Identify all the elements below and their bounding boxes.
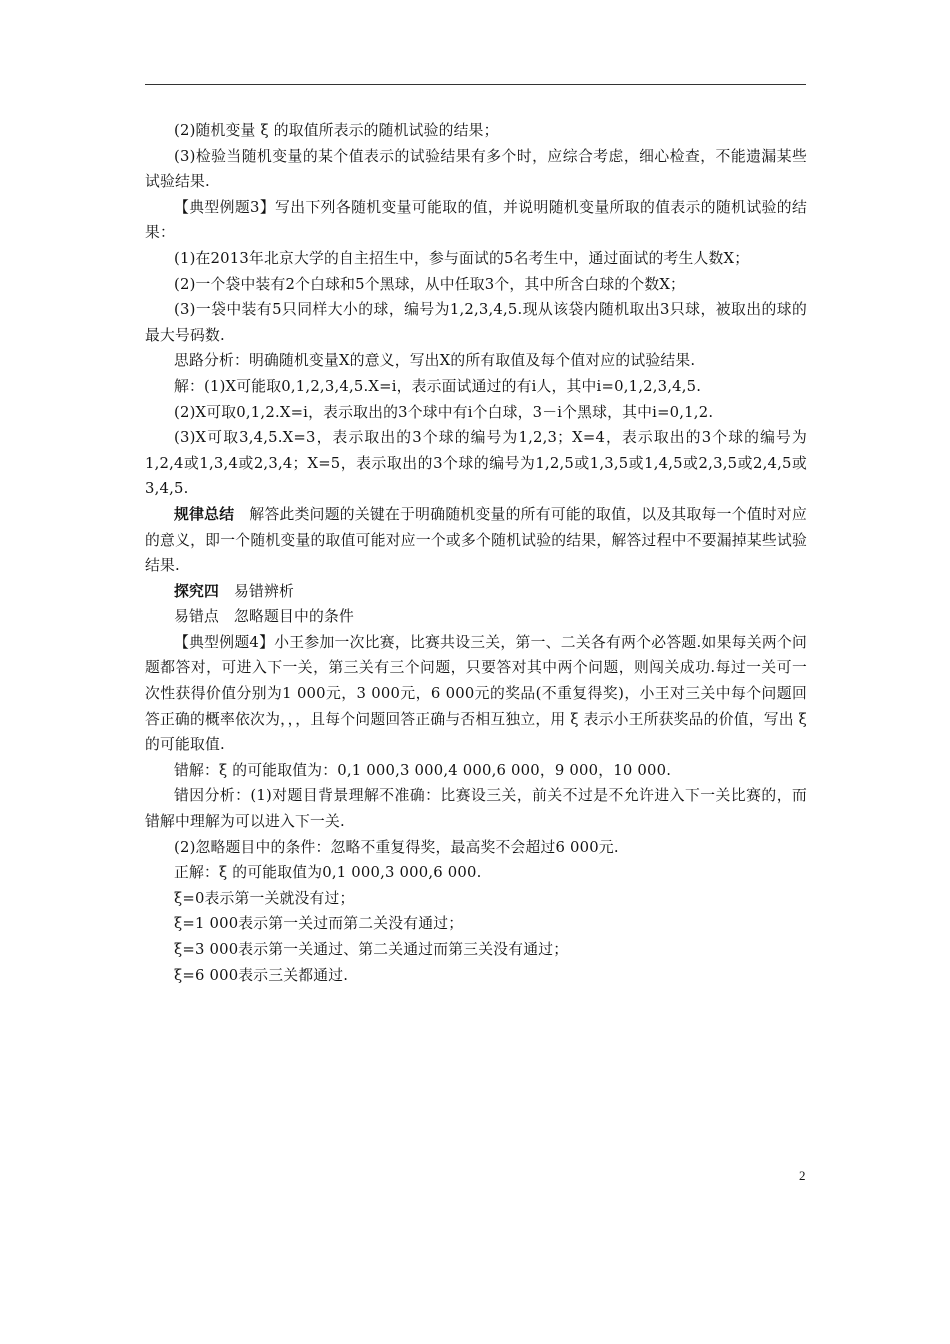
error-cause-1: 错因分析：(1)对题目背景理解不准确：比赛设三关，前关不过是不允许进入下一关比赛的，而错解中理解为可以进入下一关. (145, 787, 807, 831)
correct-case-1000: ξ=1 000表示第一关过而第二关没有通过； (174, 915, 464, 933)
error-cause-2: (2)忽略题目中的条件：忽略不重复得奖，最高奖不会超过6 000元. (174, 838, 619, 856)
question-1: (1)在2013年北京大学的自主招生中，参与面试的5名考生中，通过面试的考生人数X； (174, 249, 750, 267)
explore-text: 易错辨析 (219, 582, 294, 600)
question-2: (2)一个袋中装有2个白球和5个黑球，从中任取3个，其中所含白球的个数X； (174, 275, 686, 293)
header-rule (145, 84, 806, 85)
rule-summary-text: 解答此类问题的关键在于明确随机变量的所有可能的取值，以及其取每一个值时对应的意义，即一个随机变量的取值可能对应一个或多个随机试验的结果，解答过程中不要漏掉某些试验结果. (145, 505, 807, 575)
example-3-heading (145, 195, 807, 246)
correct-case-6000: ξ=6 000表示三关都通过. (174, 966, 349, 984)
explore-heading (145, 579, 807, 605)
explore-label: 探究四 (174, 582, 219, 600)
error-point: 易错点 忽略题目中的条件 (174, 608, 354, 626)
line-item-3: (3)检验当随机变量的某个值表示的试验结果有多个时，应综合考虑，细心检查，不能遗漏某些试验结果. (145, 147, 807, 191)
rule-summary-label: 规律总结 (174, 505, 235, 523)
example-3-text: 写出下列各随机变量可能取的值，并说明随机变量所取的值表示的随机试验的结果： (145, 198, 807, 242)
correct-solution: 正解：ξ 的可能取值为0,1 000,3 000,6 000. (174, 864, 482, 882)
analysis: 思路分析：明确随机变量X的意义，写出X的所有取值及每个值对应的试验结果. (174, 352, 696, 370)
solution-3: (3)X可取3,4,5.X=3，表示取出的3个球的编号为1,2,3；X=4，表示取出的3个球的编号为1,2,4或1,3,4或2,3,4；X=5，表示取出的3个球的编号为1,2,5或1,3,5或1,4,5或2,3,5或2,4,5或3,4,5. (145, 429, 807, 498)
solution-2: (2)X可取0,1,2.X=i，表示取出的3个球中有i个白球，3－i个黑球，其中i=0,1,2. (174, 403, 714, 421)
correct-case-3000: ξ=3 000表示第一关通过、第二关通过而第三关没有通过； (174, 941, 569, 958)
example-4-text: 小王参加一次比赛，比赛共设三关，第一、二关各有两个必答题.如果每关两个问题都答对，可进入下一关，第三关有三个问题，只要答对其中两个问题，则闯关成功.每过一关可一次性获得价值分别为1 000元，3 000元，6 000元的奖品(不重复得奖)，小王对三关中每个问题回答正确的概率依次为，，，且每个问题回答正确与否相互独立，用 ξ 表示小王所获奖品的价值，写出 ξ 的可能取值. (145, 633, 807, 754)
example-3-label: 【典型例题3】 (174, 198, 276, 216)
solution-1: 解：(1)X可能取0,1,2,3,4,5.X=i，表示面试通过的有i人，其中i=0,1,2,3,4,5. (174, 377, 702, 395)
line-item-2: (2)随机变量 ξ 的取值所表示的随机试验的结果； (174, 122, 499, 139)
page-number: 2 (799, 1168, 806, 1183)
document-body (145, 118, 807, 988)
example-4-label: 【典型例题4】 (174, 633, 275, 651)
correct-case-0: ξ=0表示第一关就没有过； (174, 889, 355, 907)
rule-summary (145, 502, 807, 579)
example-4-heading (145, 630, 807, 758)
question-3: (3)一袋中装有5只同样大小的球，编号为1,2,3,4,5.现从该袋内随机取出3只球，被取出的球的最大号码数. (145, 301, 807, 344)
wrong-solution: 错解：ξ 的可能取值为：0,1 000,3 000,4 000,6 000，9 000，10 000. (174, 761, 672, 779)
